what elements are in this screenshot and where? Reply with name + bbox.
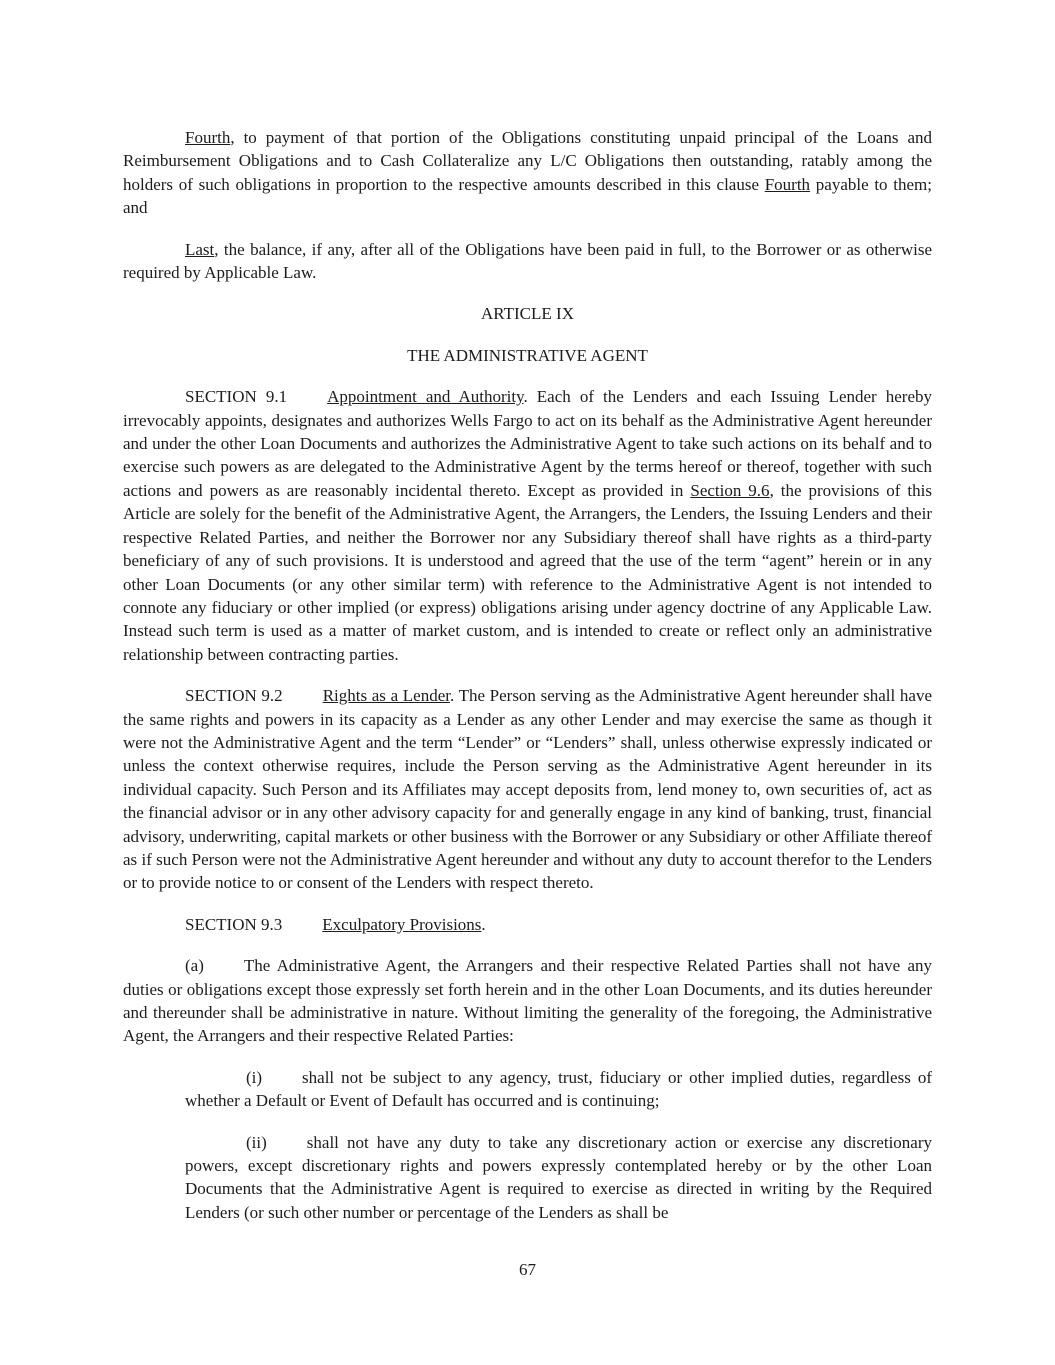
text-run: ARTICLE IX [481, 304, 574, 324]
text-run: (ii) [246, 1132, 267, 1152]
underlined-text-run: Appointment and Authority [327, 387, 524, 407]
text-run: , the balance, if any, after all of the Obligations have been paid in full, to the Borrower or as otherwise required by Applicable Law. [123, 239, 932, 283]
text-run: SECTION 9.2 [185, 686, 283, 706]
paragraph-9-3-a [123, 954, 932, 1048]
text-run: shall not have any duty to take any discretionary action or exercise any discretionary powers, except discretionary rights and powers expressly contemplated hereby or by the other Loan Documents that the Administrative Agent is required to exercise as directed in writing by the Required Lenders (or such other number or percentage of the Lenders as shall be [185, 1132, 932, 1222]
paragraph-last-clause [123, 238, 932, 285]
text-run: SECTION 9.3 [185, 914, 283, 934]
article-title-heading [123, 344, 932, 367]
underlined-text-run: Exculpatory Provisions [322, 914, 482, 934]
paragraph-fourth-clause [123, 126, 932, 220]
underlined-text-run: Rights as a Lender [322, 686, 450, 706]
article-number-heading [123, 302, 932, 325]
underlined-text-run: Fourth [764, 174, 811, 194]
text-run: . [481, 914, 486, 934]
text-run: (i) [246, 1067, 263, 1087]
paragraph-9-3-a-ii [185, 1131, 932, 1225]
text-run: (a) [185, 956, 204, 976]
underlined-text-run: Section 9.6 [690, 480, 770, 500]
section-9-1-paragraph [123, 385, 932, 666]
document-body [123, 126, 932, 1224]
text-run: payable to them; and [123, 174, 932, 218]
text-run: . Each of the Lenders and each Issuing Lender hereby irrevocably appoints, designates and authorizes Wells Fargo to act on its behalf as the Administrative Agent hereunder and under the other Loan Documents and authorizes the Administrative Agent to take such actions on its behalf and to exercise such powers as are delegated to the Administrative Agent by the terms hereof or thereof, together with such actions and powers as are reasonably incidental thereto. Except as provided in [123, 387, 933, 500]
page-number: 67 [519, 1260, 536, 1279]
underlined-text-run: Last [185, 239, 215, 259]
section-9-3-heading-paragraph [123, 913, 932, 936]
paragraph-9-3-a-i [185, 1066, 932, 1113]
text-run: shall not be subject to any agency, trust, fiduciary or other implied duties, regardless of whether a Default or Event of Default has occurred and is continuing; [185, 1067, 932, 1111]
text-run: The Administrative Agent, the Arrangers and their respective Related Parties shall not have any duties or obligations except those expressly set forth herein and in the other Loan Documents, and its duties hereunder and thereunder shall be administrative in nature. Without limiting the generality of the foregoing, the Administrative Agent, the Arrangers and their respective Related Parties: [123, 956, 932, 1046]
text-run: SECTION 9.1 [185, 387, 288, 407]
text-run: . The Person serving as the Administrative Agent hereunder shall have the same rights and powers in its capacity as a Lender as any other Lender and may exercise the same as though it were not the Administrative Agent and the term “Lender” or “Lenders” shall, unless otherwise expressly indicated or unless the context otherwise requires, include the Person serving as the Administrative Agent hereunder in its individual capacity. Such Person and its Affiliates may accept deposits from, lend money to, own securities of, act as the financial advisor or in any other advisory capacity for and generally engage in any kind of banking, trust, financial advisory, underwriting, capital markets or other business with the Borrower or any Subsidiary or other Affiliate thereof as if such Person were not the Administrative Agent hereunder and without any duty to account therefor to the Lenders or to provide notice to or consent of the Lenders with respect thereto. [123, 686, 932, 893]
section-9-2-paragraph [123, 684, 932, 895]
text-run: THE ADMINISTRATIVE AGENT [407, 345, 648, 365]
text-run: , the provisions of this Article are solely for the benefit of the Administrative Agent, the Arrangers, the Lenders, the Issuing Lenders and their respective Related Parties, and neither the Borrower nor any Subsidiary thereof shall have rights as a third-party beneficiary of any of such provisions. It is understood and agreed that the use of the term “agent” herein or in any other Loan Documents (or any other similar term) with reference to the Administrative Agent is not intended to connote any fiduciary or other implied (or express) obligations arising under agency doctrine of any Applicable Law. Instead such term is used as a matter of market custom, and is intended to create or reflect only an administrative relationship between contracting parties. [123, 480, 932, 664]
text-run: , to payment of that portion of the Obligations constituting unpaid principal of the Loans and Reimbursement Obligations and to Cash Collateralize any L/C Obligations then outstanding, ratably among the holders of such obligations in proportion to the respective amounts described in this clause [123, 128, 932, 194]
underlined-text-run: Fourth [185, 128, 231, 147]
